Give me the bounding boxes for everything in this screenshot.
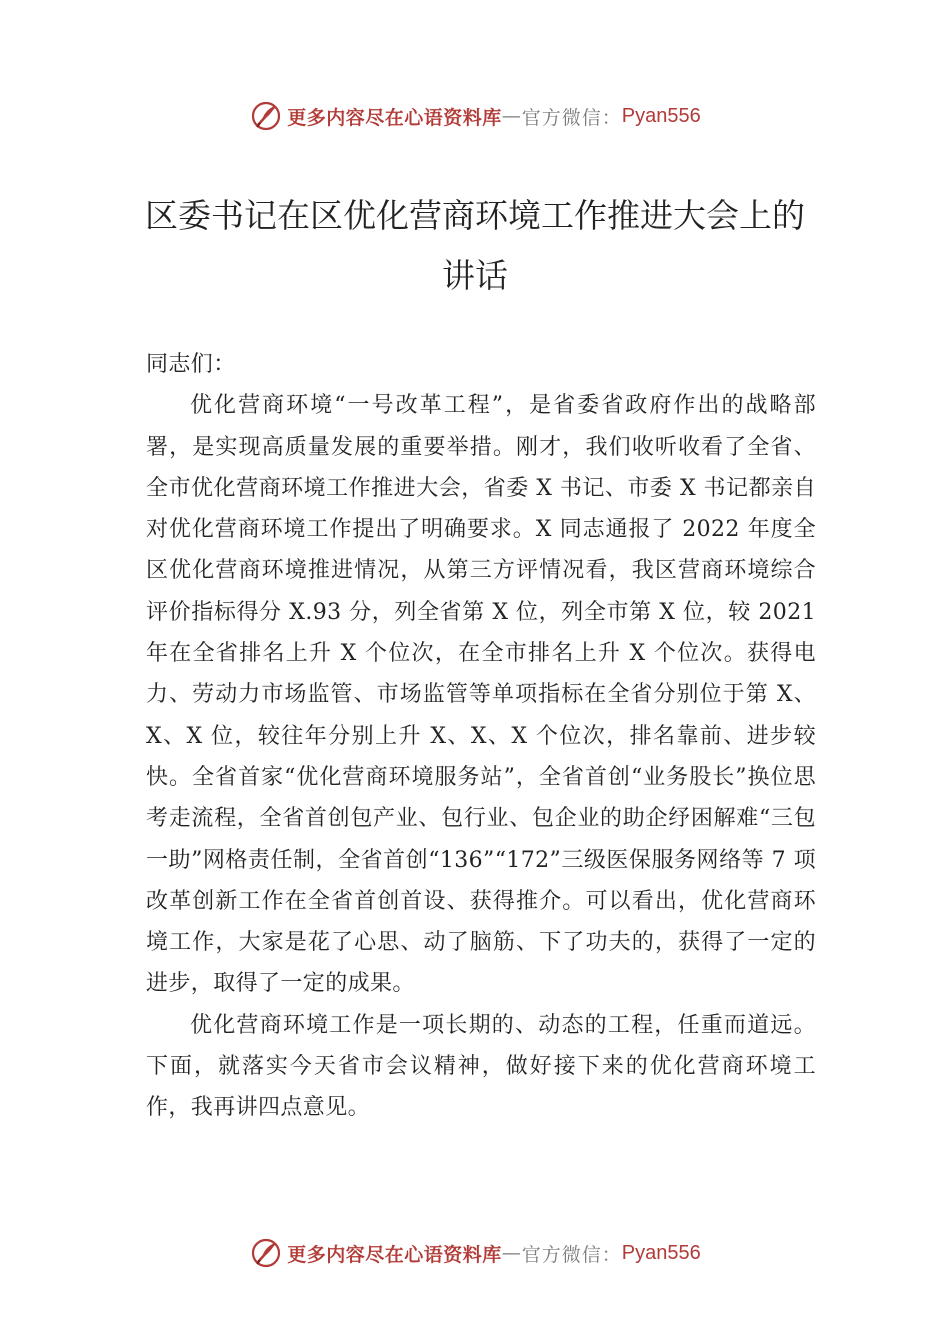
watermark-separator: — — [501, 105, 522, 127]
watermark-brand: 更多内容尽在心语资料库 — [287, 106, 502, 129]
watermark-wechat-label: 官方微信： — [521, 106, 622, 129]
watermark-wechat-label: 官方微信： — [521, 1243, 622, 1266]
watermark-wechat-id: Pyan556 — [621, 104, 701, 127]
watermark-brand: 更多内容尽在心语资料库 — [287, 1243, 502, 1266]
document-body — [146, 344, 816, 1129]
header-watermark — [0, 96, 950, 136]
salutation: 同志们： — [146, 352, 236, 377]
footer-watermark — [0, 1233, 950, 1273]
paragraph-2: 优化营商环境工作是一项长期的、动态的工程，任重而道远。下面，就落实今天省市会议精神，做好接下来的优化营商环境工作，我再讲四点意见。 — [146, 1012, 816, 1121]
quill-logo-icon — [249, 1236, 283, 1270]
watermark-separator: — — [501, 1242, 522, 1264]
document-title: 区委书记在区优化营商环境工作推进大会上的讲话 — [145, 196, 805, 295]
watermark-wechat-id: Pyan556 — [621, 1241, 701, 1264]
quill-logo-icon — [249, 99, 283, 133]
paragraph-1: 优化营商环境“一号改革工程”，是省委省政府作出的战略部署，是实现高质量发展的重要举措。刚才，我们收听收看了全省、全市优化营商环境工作推进大会，省委 X 书记、市委 X 书记都亲自对优化营商环境工作提出了明确要求。X 同志通报了 2022 年度全区优化营商环境推进情况，从第三方评情况看，我区营商环境综合评价指标得分 X.93 分，列全省第 X 位，列全市第 X 位，较 2021 年在全省排名上升 X 个位次，在全市排名上升 X 个位次。获得电力、劳动力市场监管、市场监管等单项指标在全省分别位于第 X、X、X 位，较往年分别上升 X、X、X 个位次，排名靠前、进步较快。全省首家“优化营商环境服务站”，全省首创“业务股长”换位思考走流程，全省首创包产业、包行业、包企业的助企纾困解难“三包一助”网格责任制，全省首创“136”“172”三级医保服务网络等 7 项改革创新工作在全省首创首设、获得推介。可以看出，优化营商环境工作，大家是花了心思、动了脑筋、下了功夫的，获得了一定的进步，取得了一定的成果。 — [146, 393, 816, 997]
